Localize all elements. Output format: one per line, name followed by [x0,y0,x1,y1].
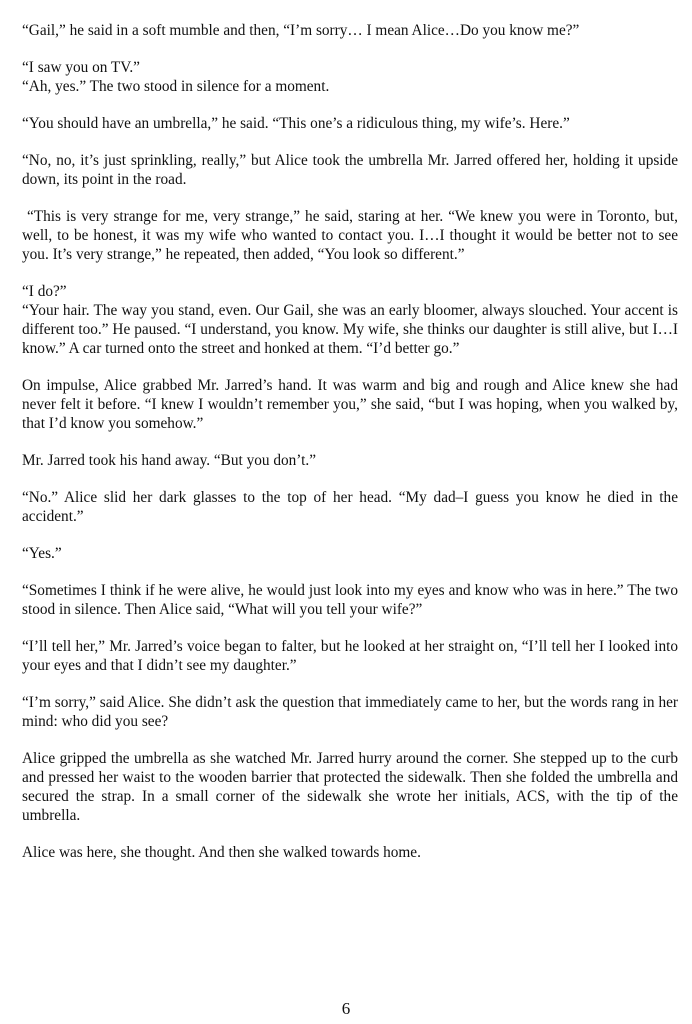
paragraph [22,376,678,433]
text-line: “Your hair. The way you stand, even. Our Gail, she was an early bloomer, always slouched. Your accent is different too.” He paused. “I understand, you know. My wife, she thinks our daughter is still alive, but I…I know.” A car turned onto the street and honked at them. “I’d better go.” [22,302,678,357]
text-line: Alice was here, she thought. And then she walked towards home. [22,844,421,861]
paragraph [22,207,678,264]
paragraph [22,544,678,563]
text-line: Mr. Jarred took his hand away. “But you don’t.” [22,452,316,469]
text-line: “Ah, yes.” The two stood in silence for a moment. [22,78,330,95]
body-text [22,21,678,880]
paragraph [22,282,678,358]
paragraph [22,114,678,133]
text-line: On impulse, Alice grabbed Mr. Jarred’s hand. It was warm and big and rough and Alice knew she had never felt it before. “I knew I wouldn’t remember you,” she said, “but I was hoping, when you walked by, that I’d know you somehow.” [22,377,678,432]
paragraph [22,451,678,470]
paragraph [22,581,678,619]
page-number: 6 [341,999,351,1018]
text-line: “Gail,” he said in a soft mumble and then, “I’m sorry… I mean Alice…Do you know me?” [22,22,580,39]
text-line: “This is very strange for me, very strange,” he said, staring at her. “We knew you were in Toronto, but, well, to be honest, it was my wife who wanted to contact you. I…I thought it would be better not to see you. It’s very strange,” he repeated, then added, “You look so different.” [22,208,678,263]
text-line: “No, no, it’s just sprinkling, really,” but Alice took the umbrella Mr. Jarred offered her, holding it upside down, its point in the road. [22,152,678,188]
text-line: Alice gripped the umbrella as she watched Mr. Jarred hurry around the corner. She stepped up to the curb and pressed her waist to the wooden barrier that protected the sidewalk. Then she folded the umbrella and secured the strap. In a small corner of the sidewalk she wrote her initials, ACS, with the tip of the umbrella. [22,750,678,824]
text-line: “I do?” [22,283,67,300]
paragraph [22,843,678,862]
text-line: “You should have an umbrella,” he said. “This one’s a ridiculous thing, my wife’s. Here.” [22,115,570,132]
text-line: “Sometimes I think if he were alive, he would just look into my eyes and know who was in here.” The two stood in silence. Then Alice said, “What will you tell your wife?” [22,582,678,618]
text-line: “I saw you on TV.” [22,59,140,76]
paragraph [22,488,678,526]
paragraph [22,58,678,96]
paragraph [22,151,678,189]
text-line: “Yes.” [22,545,62,562]
paragraph [22,637,678,675]
paragraph [22,749,678,825]
text-line: “No.” Alice slid her dark glasses to the top of her head. “My dad–I guess you know he died in the accident.” [22,489,678,525]
paragraph [22,21,678,40]
paragraph [22,693,678,731]
text-line: “I’m sorry,” said Alice. She didn’t ask the question that immediately came to her, but the words rang in her mind: who did you see? [22,694,678,730]
text-line: “I’ll tell her,” Mr. Jarred’s voice began to falter, but he looked at her straight on, “I’ll tell her I looked into your eyes and that I didn’t see my daughter.” [22,638,678,674]
